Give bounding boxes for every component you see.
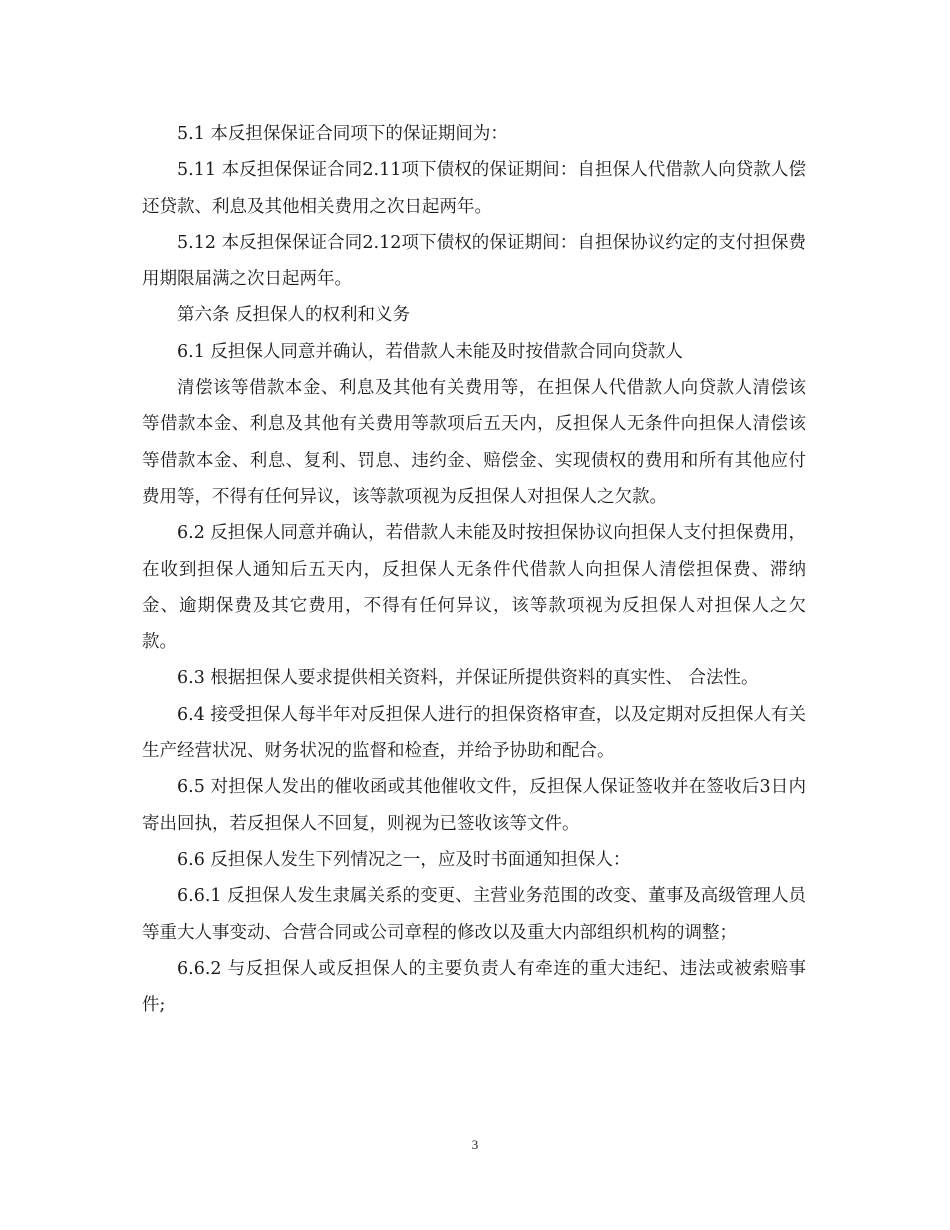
clause-6-6-1: 6.6.1 反担保人发生隶属关系的变更、主营业务范围的改变、董事及高级管理人员等重大人事变动、合营合同或公司章程的修改以及重大内部组织机构的调整； <box>142 886 806 943</box>
clause-6-6: 6.6 反担保人发生下列情况之一，应及时书面通知担保人： <box>177 849 631 870</box>
clause-6-3: 6.3 根据担保人要求提供相关资料，并保证所提供资料的真实性、 合法性。 <box>177 668 759 689</box>
article-6-heading: 第六条 反担保人的权利和义务 <box>177 305 411 326</box>
document-body <box>142 116 806 1023</box>
clause-6-4: 6.4 接受担保人每半年对反担保人进行的担保资格审查，以及定期对反担保人有关生产经营状况、财务状况的监督和检查，并给予协助和配合。 <box>142 704 806 762</box>
clause-6-2: 6.2 反担保人同意并确认，若借款人未能及时按担保协议向担保人支付担保费用，在收到担保人通知后五天内，反担保人无条件代借款人向担保人清偿担保费、滞纳金、逾期保费及其它费用，不得有任何异议，该等款项视为反担保人对担保人之欠款。 <box>142 523 806 653</box>
clause-6-1: 6.1 反担保人同意并确认，若借款人未能及时按借款合同向贷款人 <box>177 341 683 362</box>
clause-5-11: 5.11 本反担保保证合同2.11项下债权的保证期间：自担保人代借款人向贷款人偿还贷款、利息及其他相关费用之次日起两年。 <box>142 160 806 217</box>
clause-6-5: 6.5 对担保人发出的催收函或其他催收文件，反担保人保证签收并在签收后3日内寄出回执，若反担保人不回复，则视为已签收该等文件。 <box>142 777 806 834</box>
clause-5-1: 5.1 本反担保保证合同项下的保证期间为： <box>177 124 508 144</box>
clause-6-6-2: 6.6.2 与反担保人或反担保人的主要负责人有牵连的重大违纪、违法或被索赔事件; <box>142 958 806 1016</box>
clause-5-12: 5.12 本反担保保证合同2.12项下债权的保证期间：自担保协议约定的支付担保费用期限届满之次日起两年。 <box>142 232 806 290</box>
page-number: 3 <box>471 1137 479 1152</box>
clause-6-1-continued: 清偿该等借款本金、利息及其他有关费用等，在担保人代借款人向贷款人清偿该等借款本金、利息及其他有关费用等款项后五天内，反担保人无条件向担保人清偿该等借款本金、利息、复利、罚息、违约金、赔偿金、实现债权的费用和所有其他应付费用等，不得有任何异议，该等款项视为反担保人对担保人之欠款。 <box>142 378 806 507</box>
